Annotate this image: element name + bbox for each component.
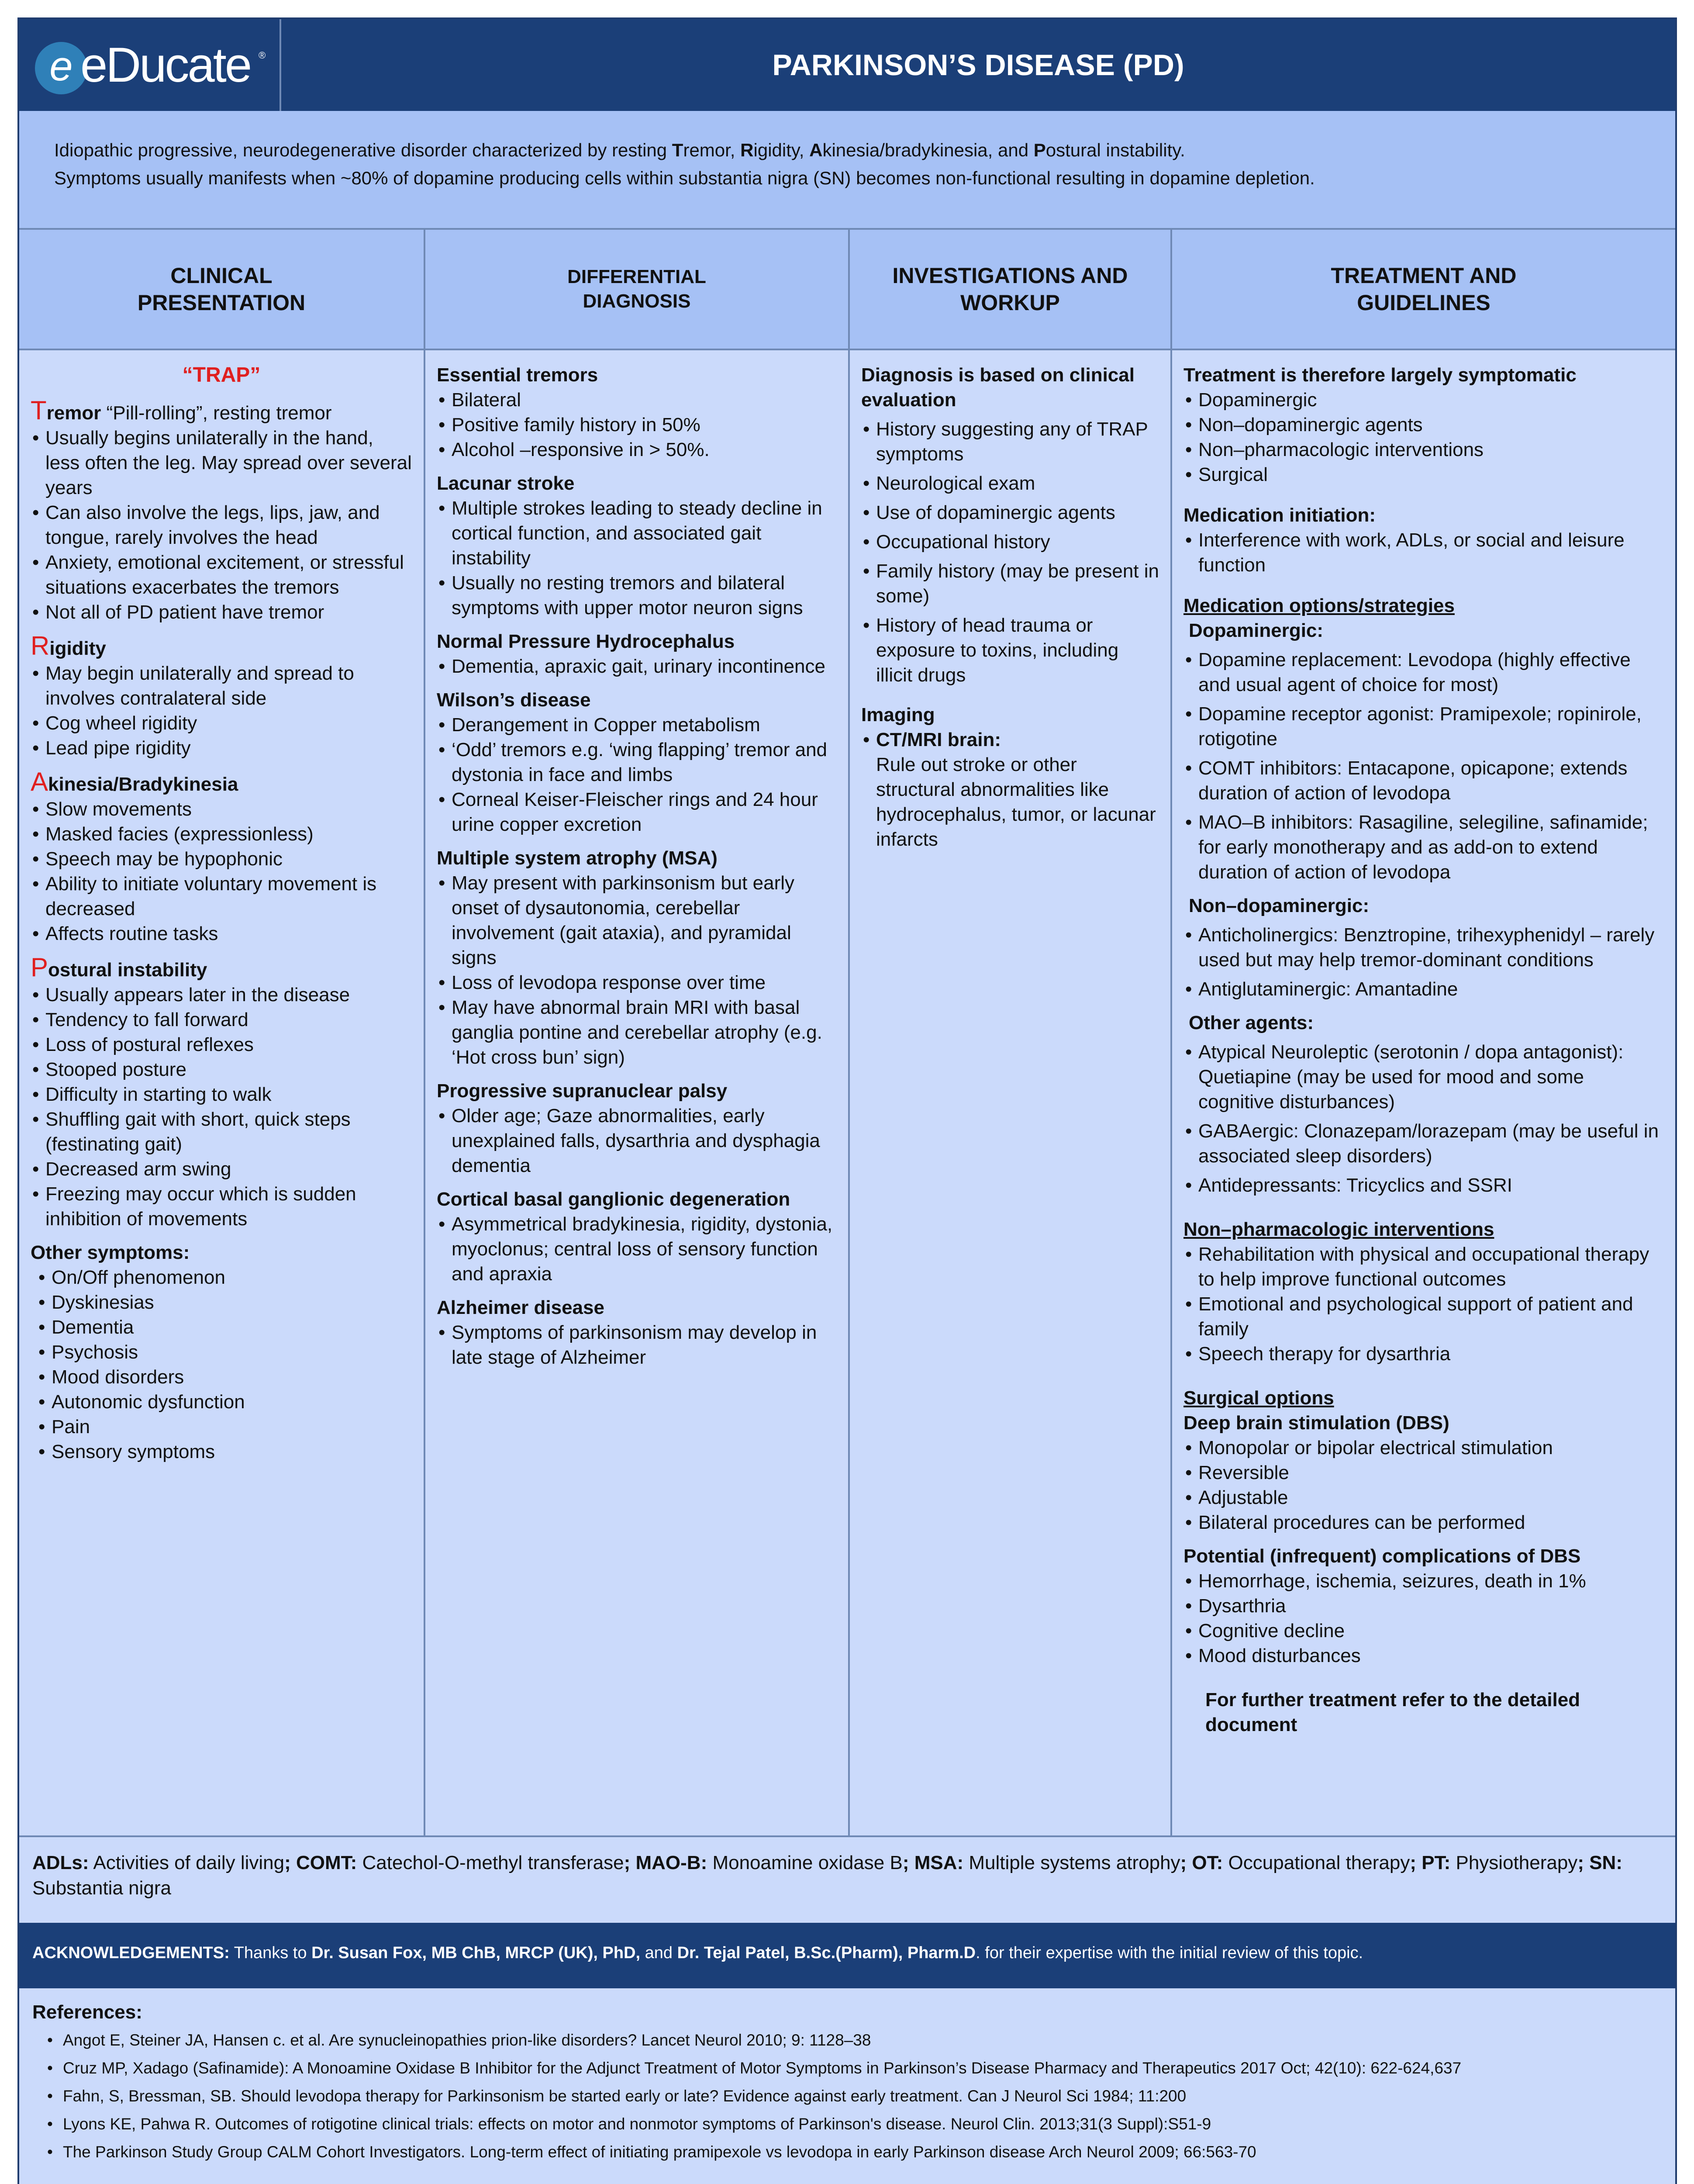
list-item: • Interference with work, ADLs, or social and leisure function [1183,528,1664,577]
initiation-list [1183,528,1664,577]
logo-circle-icon: e [35,42,87,94]
reference-item: • The Parkinson Study Group CALM Cohort Investigators. Long-term effect of initiating pramipexole vs levodopa in early Parkinson disease Arch Neurol 2009; 66:563-70 [32,2141,1662,2163]
list-item: • Non–dopaminergic agents [1183,412,1664,437]
differential-column [425,350,850,1835]
dopaminergic-list [1183,647,1664,885]
list-item: • Usually appears later in the disease [31,982,412,1007]
list-item: • Anxiety, emotional excitement, or stressful situations exacerbates the tremors [31,550,412,600]
list-item: • Derangement in Copper metabolism [437,712,837,737]
list-item: • Mood disorders [37,1365,412,1389]
references [19,1988,1675,2169]
list-item: • Freezing may occur which is sudden inhibition of movements [31,1182,412,1231]
column-header-differential: DIFFERENTIAL DIAGNOSIS [425,230,850,350]
nonpharm-list [1183,1242,1664,1366]
list-item: • Reversible [1183,1460,1664,1485]
nondopaminergic-heading: Non–dopaminergic: [1189,895,1370,916]
column-header-treatment: TREATMENT AND GUIDELINES [1172,230,1675,350]
column-header-investigations: INVESTIGATIONS AND WORKUP [850,230,1172,350]
list-item: • Speech may be hypophonic [31,847,412,871]
list-item: • Dyskinesias [37,1290,412,1315]
list-item: • Pain [37,1414,412,1439]
list-item: • ‘Odd’ tremors e.g. ‘wing flapping’ tremor and dystonia in face and limbs [437,737,837,787]
list-item: • Decreased arm swing [31,1157,412,1182]
column-header-clinical: CLINICAL PRESENTATION [19,230,425,350]
treatment-list [1183,387,1664,487]
further-treatment-note: For further treatment refer to the detailed document [1205,1689,1580,1735]
list-item: • GABAergic: Clonazepam/lorazepam (may be useful in associated sleep disorders) [1183,1119,1664,1168]
list-item: • Positive family history in 50% [437,412,837,437]
list-item: • Mood disturbances [1183,1643,1664,1668]
investigations-column [850,350,1172,1835]
reference-item: • Fahn, S, Bressman, SB. Should levodopa therapy for Parkinsonism be started early or late? Evidence against early treatment. Can J Neurol Sci 1984; 11:200 [32,2085,1662,2107]
list-item: • Emotional and psychological support of patient and family [1183,1292,1664,1341]
list-item: • Dopamine replacement: Levodopa (highly effective and usual agent of choice for most) [1183,647,1664,697]
rigidity-list [31,661,412,760]
list-item: • Shuffling gait with short, quick steps (festinating gait) [31,1107,412,1157]
page-title: PARKINSON’S DISEASE (PD) [772,48,1184,82]
tremor-heading: Tremor “Pill-rolling”, resting tremor [31,396,332,425]
list-item: • Stooped posture [31,1057,412,1082]
other-symptoms-list [37,1265,412,1464]
dbs-heading: Deep brain stimulation (DBS) [1183,1412,1449,1434]
list-item: • Bilateral [437,387,837,412]
list-item: • Surgical [1183,462,1664,487]
dd-list [437,1320,837,1370]
dd-list [437,1103,837,1178]
list-item: • History of head trauma or exposure to toxins, including illicit drugs [861,613,1159,688]
other-agents-heading: Other agents: [1189,1012,1314,1033]
dd-heading: Normal Pressure Hydrocephalus [437,631,735,652]
list-item: • Usually begins unilaterally in the hand, less often the leg. May spread over several years [31,425,412,500]
list-item: • Atypical Neuroleptic (serotonin / dopa antagonist): Quetiapine (may be used for mood and some cognitive disturbances) [1183,1040,1664,1114]
complications-heading: Potential (infrequent) complications of DBS [1183,1545,1581,1567]
list-item: • May begin unilaterally and spread to involves contralateral side [31,661,412,711]
initiation-heading: Medication initiation: [1183,505,1376,526]
list-item: • Non–pharmacologic interventions [1183,437,1664,462]
logo [19,19,281,111]
list-item: • Anticholinergics: Benztropine, trihexyphenidyl – rarely used but may help tremor-dominant conditions [1183,923,1664,972]
list-item: • Usually no resting tremors and bilateral symptoms with upper motor neuron signs [437,570,837,620]
list-item: • Use of dopaminergic agents [861,500,1159,525]
treatment-heading: Treatment is therefore largely symptomatic [1183,364,1577,386]
akinesia-list [31,797,412,946]
list-item: • Speech therapy for dysarthria [1183,1341,1664,1366]
references-heading: References: [32,2001,142,2023]
list-item: • Not all of PD patient have tremor [31,600,412,625]
list-item: • Psychosis [37,1340,412,1365]
list-item: • Alcohol –responsive in > 50%. [437,437,837,462]
dd-heading: Cortical basal ganglionic degeneration [437,1189,790,1210]
list-item: • Tendency to fall forward [31,1007,412,1032]
list-item: • Loss of postural reflexes [31,1032,412,1057]
dd-list [437,387,837,462]
treatment-column [1172,350,1675,1835]
dd-heading: Lacunar stroke [437,473,575,494]
dbs-list [1183,1435,1664,1535]
dd-list [437,871,837,1070]
dd-list [437,496,837,620]
logo-trademark: ® [259,50,266,61]
references-list [32,2029,1662,2163]
list-item: • COMT inhibitors: Entacapone, opicapone; extends duration of action of levodopa [1183,756,1664,805]
list-item: • Asymmetrical bradykinesia, rigidity, dystonia, myoclonus; central loss of sensory function and apraxia [437,1212,837,1286]
list-item: • Corneal Keiser-Fleischer rings and 24 hour urine copper excretion [437,787,837,837]
dd-list [437,654,837,679]
list-item: • Older age; Gaze abnormalities, early unexplained falls, dysarthria and dysphagia dementia [437,1103,837,1178]
list-item: • Symptoms of parkinsonism may develop in late stage of Alzheimer [437,1320,837,1370]
imaging-list [861,727,1159,852]
list-item: • Hemorrhage, ischemia, seizures, death in 1% [1183,1569,1664,1593]
list-item: • Difficulty in starting to walk [31,1082,412,1107]
list-item: • Sensory symptoms [37,1439,412,1464]
list-item: • Dementia, apraxic gait, urinary incontinence [437,654,837,679]
list-item: • Cog wheel rigidity [31,711,412,736]
complications-list [1183,1569,1664,1668]
clinical-column [19,350,425,1835]
list-item: • Loss of levodopa response over time [437,970,837,995]
postural-list [31,982,412,1231]
options-heading: Medication options/strategies [1183,595,1455,616]
list-item [861,727,1159,852]
list-item: • Antidepressants: Tricyclics and SSRI [1183,1173,1664,1198]
dd-heading: Alzheimer disease [437,1297,604,1318]
dd-heading: Multiple system atrophy (MSA) [437,847,718,869]
list-item: • Occupational history [861,529,1159,554]
dopaminergic-heading: Dopaminergic: [1189,620,1324,641]
list-item: • On/Off phenomenon [37,1265,412,1290]
ct-mri-text: Rule out stroke or other structural abnormalities like hydrocephalus, tumor, or lacunar infarcts [876,754,1156,850]
imaging-heading: Imaging [861,704,935,726]
intro-box [19,111,1675,230]
list-item: • Dementia [37,1315,412,1340]
list-item: • Dopaminergic [1183,387,1664,412]
intro-line-2: Symptoms usually manifests when ~80% of dopamine producing cells within substantia nigra (SN) becomes non-functional resulting in dopamine depletion. [54,168,1315,188]
list-item: • Adjustable [1183,1485,1664,1510]
list-item: • Dopamine receptor agonist: Pramipexole; ropinirole, rotigotine [1183,702,1664,751]
trap-heading: “TRAP” [182,363,261,387]
tremor-list [31,425,412,625]
surgical-heading: Surgical options [1183,1387,1334,1409]
diagnosis-list [861,417,1159,688]
list-item: • Autonomic dysfunction [37,1389,412,1414]
reference-item: • Lyons KE, Pahwa R. Outcomes of rotigotine clinical trials: effects on motor and nonmotor symptoms of Parkinson's disease. Neurol Clin. 2013;31(3 Suppl):S51-9 [32,2113,1662,2135]
list-item: • Slow movements [31,797,412,822]
list-item: • Family history (may be present in some) [861,559,1159,608]
list-item: • Monopolar or bipolar electrical stimulation [1183,1435,1664,1460]
dd-heading: Wilson’s disease [437,689,591,711]
list-item: • Multiple strokes leading to steady decline in cortical function, and associated gait instability [437,496,837,570]
list-item: • MAO–B inhibitors: Rasagiline, selegiline, safinamide; for early monotherapy and as add-on to extend duration of action of levodopa [1183,810,1664,885]
abbreviations: ADLs: Activities of daily living; COMT: Catechol-O-methyl transferase; MAO-B: Monoamine oxidase B; MSA: Multiple systems atrophy; OT: Occupational therapy; PT: Physiotherapy; SN: Substantia nigra [19,1835,1675,1923]
postural-heading: Postural instability [31,953,207,982]
acknowledgements-bar: ACKNOWLEDGEMENTS: Thanks to Dr. Susan Fox, MB ChB, MRCP (UK), PhD, and Dr. Tejal Patel, B.Sc.(Pharm), Pharm.D. for their expertise with the initial review of this topic. [19,1923,1675,1988]
diagnosis-heading: Diagnosis is based on clinical evaluation [861,364,1135,411]
other-symptoms-heading: Other symptoms: [31,1242,190,1263]
list-item: • Affects routine tasks [31,921,412,946]
dd-heading: Progressive supranuclear palsy [437,1080,728,1102]
dd-heading: Essential tremors [437,364,598,386]
nondopaminergic-list [1183,923,1664,1002]
reference-item: • Cruz MP, Xadago (Safinamide): A Monoamine Oxidase B Inhibitor for the Adjunct Treatment of Motor Symptoms in Parkinson’s Disease Pharmacy and Therapeutics 2017 Oct; 42(10): 622-624,637 [32,2057,1662,2079]
list-item: • Dysarthria [1183,1593,1664,1618]
logo-text: eDucate [80,38,251,92]
list-item: • Lead pipe rigidity [31,736,412,760]
list-item: • Masked facies (expressionless) [31,822,412,847]
nonpharm-heading: Non–pharmacologic interventions [1183,1219,1494,1240]
list-item: • Rehabilitation with physical and occupational therapy to help improve functional outcomes [1183,1242,1664,1292]
document-sheet [17,17,1677,2184]
ct-mri-label: CT/MRI brain: [876,729,1001,750]
list-item: • History suggesting any of TRAP symptoms [861,417,1159,467]
list-item: • Bilateral procedures can be performed [1183,1510,1664,1535]
list-item: • Ability to initiate voluntary movement is decreased [31,871,412,921]
list-item: • Can also involve the legs, lips, jaw, and tongue, rarely involves the head [31,500,412,550]
intro-line-1: Idiopathic progressive, neurodegenerative disorder characterized by resting Tremor, Rigidity, Akinesia/bradykinesia, and Postural instability. [54,140,1185,160]
header-bar [19,19,1675,111]
list-item: • Neurological exam [861,471,1159,496]
reference-item: • Angot E, Steiner JA, Hansen c. et al. Are synucleinopathies prion-like disorders? Lancet Neurol 2010; 9: 1128–38 [32,2029,1662,2051]
rigidity-heading: Rigidity [31,631,106,660]
list-item: • May present with parkinsonism but early onset of dysautonomia, cerebellar involvement (gait ataxia), and pyramidal signs [437,871,837,970]
akinesia-heading: Akinesia/Bradykinesia [31,767,238,796]
list-item: • May have abnormal brain MRI with basal ganglia pontine and cerebellar atrophy (e.g. ‘Hot cross bun’ sign) [437,995,837,1070]
other-agents-list [1183,1040,1664,1198]
list-item: • Antiglutaminergic: Amantadine [1183,977,1664,1002]
list-item: • Cognitive decline [1183,1618,1664,1643]
dd-list [437,1212,837,1286]
dd-list [437,712,837,837]
